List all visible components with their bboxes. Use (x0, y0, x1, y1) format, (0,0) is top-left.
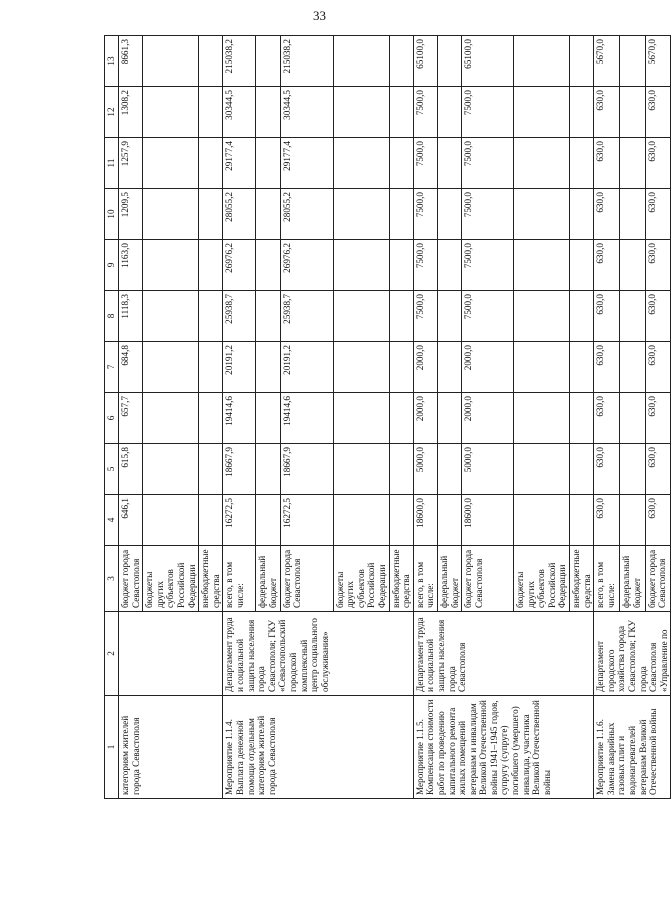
header-cell: 10 (105, 189, 119, 240)
value-cell: 630,0 (645, 495, 671, 546)
value-cell (437, 495, 461, 546)
value-cell: 29177,4 (280, 138, 333, 189)
value-cell (514, 444, 570, 495)
value-cell (514, 495, 570, 546)
value-cell: 18667,9 (223, 444, 256, 495)
value-cell: 16272,5 (280, 495, 333, 546)
header-cell: 12 (105, 87, 119, 138)
value-cell: 630,0 (645, 240, 671, 291)
executor-cell: Департамент городского хозяйства города Севастополя; ГКУ города Севастополя «Управление по (594, 612, 671, 696)
value-cell: 215038,2 (223, 36, 256, 87)
value-cell (514, 291, 570, 342)
value-cell (143, 36, 199, 87)
value-cell (389, 393, 413, 444)
header-row (105, 36, 119, 799)
value-cell (143, 342, 199, 393)
value-cell (333, 444, 389, 495)
value-cell: 7500,0 (462, 189, 514, 240)
value-cell (437, 87, 461, 138)
value-cell (143, 393, 199, 444)
value-cell: 7500,0 (413, 189, 437, 240)
value-cell: 630,0 (645, 138, 671, 189)
measure-cell: категориям жителей города Севастополя (119, 696, 223, 799)
value-cell: 7500,0 (413, 87, 437, 138)
value-cell: 16272,5 (223, 495, 256, 546)
value-cell (199, 393, 223, 444)
value-cell: 630,0 (594, 240, 620, 291)
value-cell: 630,0 (645, 342, 671, 393)
value-cell: 630,0 (645, 189, 671, 240)
value-cell (199, 342, 223, 393)
value-cell (514, 138, 570, 189)
table-row (594, 36, 620, 799)
value-cell: 65100,0 (413, 36, 437, 87)
measure-cell: Мероприятие 1.1.6. Замена аварийных газовых плит и водонагревателей ветеранам Великой Отечественной войны (594, 696, 671, 799)
value-cell (256, 189, 280, 240)
value-cell (333, 342, 389, 393)
funding-source-cell: бюджет города Севастополя (280, 546, 333, 612)
value-cell: 19414,6 (223, 393, 256, 444)
value-cell (256, 342, 280, 393)
value-cell (333, 87, 389, 138)
value-cell (256, 36, 280, 87)
value-cell (389, 291, 413, 342)
value-cell: 630,0 (594, 291, 620, 342)
header-cell: 9 (105, 240, 119, 291)
funding-source-cell: бюджеты других субъектов Российской Федерации (143, 546, 199, 612)
value-cell (619, 138, 645, 189)
value-cell (333, 189, 389, 240)
value-cell: 2000,0 (462, 393, 514, 444)
value-cell: 28055,2 (280, 189, 333, 240)
value-cell (619, 240, 645, 291)
value-cell (143, 189, 199, 240)
funding-source-cell: внебюджетные средства (389, 546, 413, 612)
value-cell: 18667,9 (280, 444, 333, 495)
value-cell: 1257,9 (119, 138, 143, 189)
header-cell: 8 (105, 291, 119, 342)
value-cell (619, 495, 645, 546)
value-cell (256, 291, 280, 342)
value-cell: 7500,0 (462, 87, 514, 138)
value-cell: 630,0 (645, 87, 671, 138)
funding-source-cell: всего, в том числе: (223, 546, 256, 612)
value-cell: 20191,2 (280, 342, 333, 393)
value-cell (256, 495, 280, 546)
value-cell (570, 393, 594, 444)
header-cell: 1 (105, 696, 119, 799)
funding-source-cell: бюджет города Севастополя (119, 546, 143, 612)
value-cell (143, 495, 199, 546)
header-cell: 4 (105, 495, 119, 546)
value-cell (619, 393, 645, 444)
value-cell: 630,0 (594, 189, 620, 240)
value-cell (389, 138, 413, 189)
value-cell (437, 342, 461, 393)
value-cell (619, 189, 645, 240)
value-cell (619, 87, 645, 138)
value-cell: 2000,0 (413, 393, 437, 444)
value-cell (256, 240, 280, 291)
table-row (223, 36, 256, 799)
value-cell: 5000,0 (413, 444, 437, 495)
value-cell: 215038,2 (280, 36, 333, 87)
value-cell (143, 291, 199, 342)
value-cell (514, 189, 570, 240)
value-cell (256, 393, 280, 444)
value-cell (333, 138, 389, 189)
value-cell: 25938,7 (223, 291, 256, 342)
value-cell: 26976,2 (280, 240, 333, 291)
value-cell: 1308,2 (119, 87, 143, 138)
value-cell (143, 444, 199, 495)
value-cell (514, 87, 570, 138)
funding-source-cell: бюджет города Севастополя (645, 546, 671, 612)
executor-cell (119, 612, 223, 696)
value-cell: 684,8 (119, 342, 143, 393)
value-cell: 1209,5 (119, 189, 143, 240)
value-cell: 28055,2 (223, 189, 256, 240)
value-cell: 5670,0 (594, 36, 620, 87)
value-cell: 7500,0 (413, 240, 437, 291)
value-cell (619, 291, 645, 342)
value-cell (389, 444, 413, 495)
value-cell: 8661,3 (119, 36, 143, 87)
value-cell (333, 495, 389, 546)
value-cell (389, 189, 413, 240)
funding-source-cell: бюджеты других субъектов Российской Федерации (514, 546, 570, 612)
value-cell (570, 36, 594, 87)
value-cell: 65100,0 (462, 36, 514, 87)
value-cell (514, 393, 570, 444)
value-cell (199, 36, 223, 87)
value-cell: 630,0 (594, 444, 620, 495)
funding-source-cell: бюджеты других субъектов Российской Федерации (333, 546, 389, 612)
value-cell (199, 138, 223, 189)
funding-source-cell: внебюджетные средства (570, 546, 594, 612)
value-cell: 1163,0 (119, 240, 143, 291)
value-cell (619, 444, 645, 495)
funding-source-cell: федеральный бюджет (437, 546, 461, 612)
table-row (413, 36, 437, 799)
value-cell: 29177,4 (223, 138, 256, 189)
value-cell: 7500,0 (413, 291, 437, 342)
value-cell: 2000,0 (462, 342, 514, 393)
value-cell: 5670,0 (645, 36, 671, 87)
value-cell (570, 342, 594, 393)
header-cell: 3 (105, 546, 119, 612)
value-cell: 630,0 (645, 291, 671, 342)
value-cell (389, 87, 413, 138)
value-cell (619, 36, 645, 87)
value-cell (199, 495, 223, 546)
value-cell: 18600,0 (462, 495, 514, 546)
table-row (119, 36, 143, 799)
value-cell (199, 87, 223, 138)
value-cell: 630,0 (594, 342, 620, 393)
value-cell (333, 36, 389, 87)
value-cell (437, 36, 461, 87)
value-cell (437, 444, 461, 495)
value-cell (570, 189, 594, 240)
value-cell: 630,0 (594, 87, 620, 138)
value-cell: 7500,0 (413, 138, 437, 189)
value-cell (570, 138, 594, 189)
value-cell: 20191,2 (223, 342, 256, 393)
funding-source-cell: бюджет города Севастополя (462, 546, 514, 612)
funding-source-cell: внебюджетные средства (199, 546, 223, 612)
value-cell (199, 189, 223, 240)
value-cell (389, 240, 413, 291)
value-cell (389, 36, 413, 87)
value-cell (570, 87, 594, 138)
value-cell: 30344,5 (223, 87, 256, 138)
value-cell: 2000,0 (413, 342, 437, 393)
value-cell (437, 189, 461, 240)
value-cell (514, 36, 570, 87)
funding-source-cell: всего, в том числе: (413, 546, 437, 612)
value-cell: 630,0 (645, 393, 671, 444)
value-cell (333, 240, 389, 291)
header-cell: 13 (105, 36, 119, 87)
value-cell (437, 240, 461, 291)
value-cell: 7500,0 (462, 240, 514, 291)
value-cell: 30344,5 (280, 87, 333, 138)
value-cell (143, 87, 199, 138)
value-cell (143, 138, 199, 189)
value-cell (619, 342, 645, 393)
value-cell (256, 87, 280, 138)
value-cell (437, 291, 461, 342)
budget-table (104, 35, 671, 799)
value-cell (437, 138, 461, 189)
value-cell: 657,7 (119, 393, 143, 444)
value-cell (143, 240, 199, 291)
header-cell: 7 (105, 342, 119, 393)
value-cell (256, 138, 280, 189)
funding-source-cell: федеральный бюджет (256, 546, 280, 612)
value-cell: 615,8 (119, 444, 143, 495)
value-cell: 19414,6 (280, 393, 333, 444)
funding-source-cell: федеральный бюджет (619, 546, 645, 612)
executor-cell: Департамент труда и социальной защиты населения города Севастополя; ГКУ «Севастопольский городской комплексный центр социального обслуживания» (223, 612, 413, 696)
header-cell: 6 (105, 393, 119, 444)
value-cell (199, 444, 223, 495)
value-cell: 25938,7 (280, 291, 333, 342)
measure-cell: Мероприятие 1.1.4. Выплата денежной помощи отдельным категориям жителей города Севастополя (223, 696, 413, 799)
executor-cell: Департамент труда и социальной защиты населения города Севастополя (413, 612, 594, 696)
value-cell: 630,0 (594, 495, 620, 546)
value-cell (570, 495, 594, 546)
value-cell (199, 291, 223, 342)
header-cell: 2 (105, 612, 119, 696)
value-cell (514, 240, 570, 291)
measure-cell: Мероприятие 1.1.5. Компенсация стоимости работ по проведению капитального ремонта жилых помещений ветеранам и инвалидам Великой Отечественной войны 1941–1945 годов, супругу (супруге) погибшего (умершего) инвалида, участника Великой Отечественной войны (413, 696, 594, 799)
header-cell: 5 (105, 444, 119, 495)
value-cell (389, 495, 413, 546)
value-cell (570, 240, 594, 291)
value-cell: 26976,2 (223, 240, 256, 291)
value-cell: 5000,0 (462, 444, 514, 495)
rotated-table-container (104, 36, 669, 799)
value-cell (570, 291, 594, 342)
value-cell: 630,0 (594, 138, 620, 189)
value-cell (199, 240, 223, 291)
value-cell (333, 393, 389, 444)
value-cell (256, 444, 280, 495)
funding-source-cell: всего, в том числе: (594, 546, 620, 612)
value-cell (437, 393, 461, 444)
header-cell: 11 (105, 138, 119, 189)
value-cell (514, 342, 570, 393)
page-number: 33 (313, 8, 326, 23)
value-cell: 630,0 (645, 444, 671, 495)
value-cell: 7500,0 (462, 291, 514, 342)
value-cell (333, 291, 389, 342)
value-cell: 7500,0 (462, 138, 514, 189)
value-cell: 18600,0 (413, 495, 437, 546)
value-cell: 646,1 (119, 495, 143, 546)
value-cell (389, 342, 413, 393)
value-cell (570, 444, 594, 495)
value-cell: 1118,3 (119, 291, 143, 342)
value-cell: 630,0 (594, 393, 620, 444)
